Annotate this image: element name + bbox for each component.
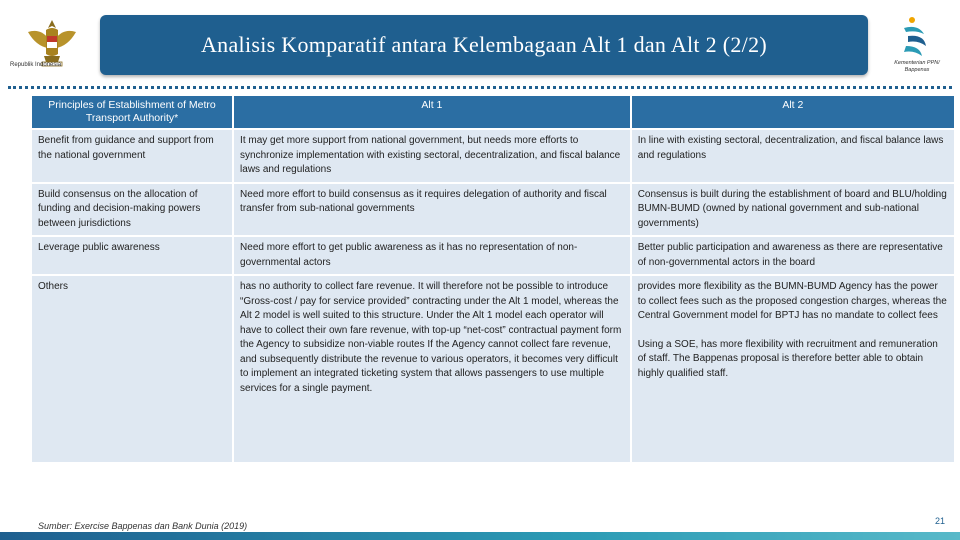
- alt1-cell: Need more effort to build consensus as it requires delegation of authority and fiscal transfer from sub-national governments: [234, 184, 630, 236]
- republik-indonesia-label: Republik Indonesia: [10, 62, 62, 68]
- principle-cell: Benefit from guidance and support from the national government: [32, 130, 232, 182]
- principle-cell: Build consensus on the allocation of funding and decision-making powers between jurisdictions: [32, 184, 232, 236]
- page-title: Analisis Komparatif antara Kelembagaan Alt 1 dan Alt 2 (2/2): [200, 32, 767, 57]
- page-number: 21: [935, 516, 946, 526]
- bappenas-logo-icon: [898, 14, 934, 60]
- header-alt1: Alt 1: [234, 96, 630, 128]
- table-header-row: [32, 96, 954, 128]
- footer-bar: [0, 532, 960, 540]
- alt2-paragraph: provides more flexibility as the BUMN-BUMD Agency has the power to collect fees such as the proposed congestion charges, whereas the Central Government model for BPTJ has no mandate to collect fees: [637, 281, 947, 322]
- table-row: [32, 130, 954, 182]
- source-note: Sumber: Exercise Bappenas dan Bank Dunia (2019): [38, 521, 248, 531]
- alt2-cell: In line with existing sectoral, decentralization, and fiscal balance laws and regulations: [632, 130, 954, 182]
- header-principles: Principles of Establishment of Metro Transport Authority*: [32, 96, 232, 128]
- comparison-table: [30, 94, 956, 464]
- principle-cell: Others: [32, 276, 232, 462]
- alt2-cell: [632, 276, 954, 462]
- alt1-cell: It may get more support from national government, but needs more efforts to synchronize implementation with existing sectoral, decentralization, and fiscal balance laws and regulations: [234, 130, 630, 182]
- alt2-cell: Consensus is built during the establishment of board and BLU/holding BUMN-BUMD (owned by national government and sub-national governments): [632, 184, 954, 236]
- bappenas-label: Kementerian PPN/ Bappenas: [894, 60, 940, 73]
- table-row: [32, 184, 954, 236]
- header-divider: [8, 86, 952, 89]
- title-banner: [100, 15, 868, 75]
- alt2-cell: Better public participation and awareness as there are representative of non-governmental actors in the board: [632, 237, 954, 274]
- header-alt2: Alt 2: [632, 96, 954, 128]
- alt1-cell: Need more effort to get public awareness as it has no representation of non-governmental actors: [234, 237, 630, 274]
- table-row: [32, 237, 954, 274]
- table-row: [32, 276, 954, 462]
- alt2-paragraph: Using a SOE, has more flexibility with recruitment and remuneration of staff. The Bappenas proposal is therefore better able to obtain highly qualified staff.: [637, 338, 938, 379]
- principle-cell: Leverage public awareness: [32, 237, 232, 274]
- alt1-cell: has no authority to collect fare revenue. It will therefore not be possible to introduce “Gross-cost / pay for service provided” contracting under the Alt 1 model, whereas the Alt 2 model is well suited to this structure. Under the Alt 1 model each operator will have to collect their own fare revenue, with top-up “net-cost” contractual payment form the Agency to subsidize non-viable routes If the Agency cannot collect fare revenue, and subsequently distribute the revenue to various operators, it becomes very difficult to implement an integrated ticketing system that allows passengers to use multiple services for a single payment.: [234, 276, 630, 462]
